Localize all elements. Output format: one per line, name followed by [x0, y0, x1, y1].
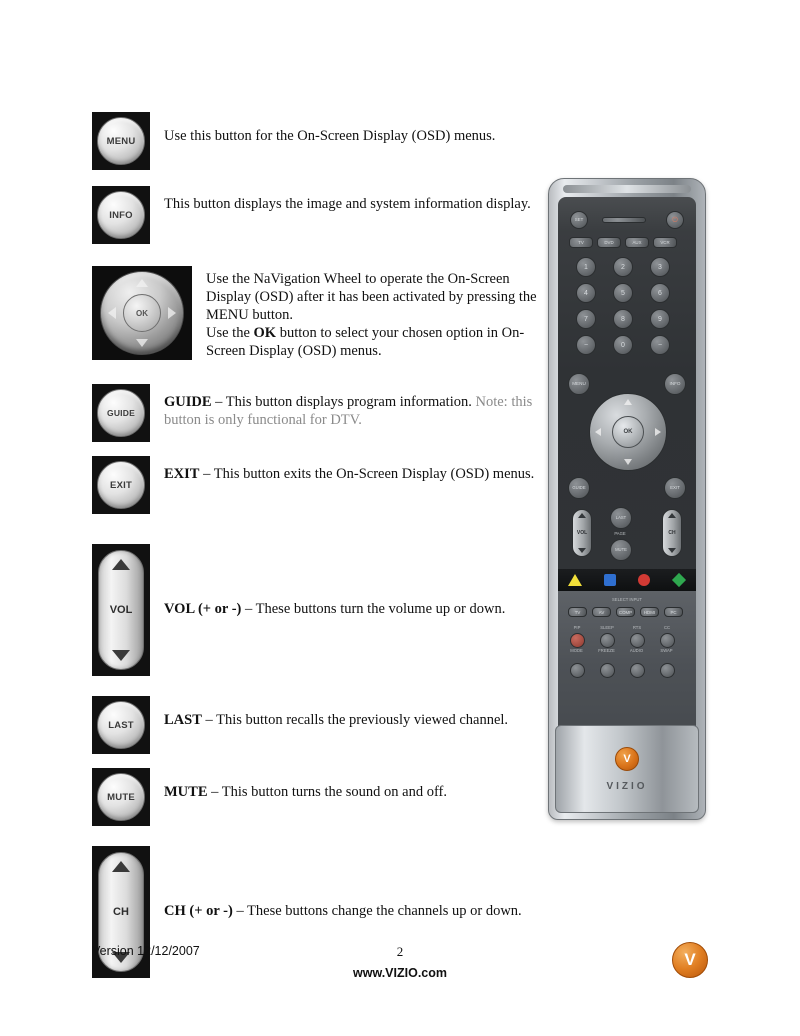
- remote-red-circle-icon: [638, 574, 651, 587]
- remote-input-av: AV: [592, 607, 611, 617]
- remote-device-dvd: DVD: [597, 237, 621, 248]
- remote-func-button-1: [570, 633, 585, 648]
- remote-func-label-freeze: FREEZE: [598, 648, 615, 653]
- mute-button-icon: MUTE: [97, 773, 145, 821]
- remote-input-hdmi: HDMI: [640, 607, 659, 617]
- volume-bold-label: VOL (+ or -): [164, 601, 242, 617]
- list-item: [92, 696, 542, 754]
- remote-func-label-audio: AUDIO: [629, 648, 644, 653]
- remote-func-label-mode: MODE: [570, 648, 583, 653]
- last-text: – This button recalls the previously viewed channel.: [201, 712, 509, 728]
- footer-version: Version 12/12/2007: [92, 944, 200, 958]
- remote-yellow-triangle-icon: [569, 574, 582, 587]
- remote-green-diamond-icon: [672, 574, 685, 587]
- arrow-up-icon: [136, 279, 148, 287]
- channel-description: [150, 846, 524, 920]
- list-item: [92, 384, 542, 442]
- swatch-inner: [95, 547, 147, 673]
- remote-page-label: PAGE: [614, 531, 626, 536]
- remote-arrow-up-icon: [624, 399, 632, 405]
- info-description: This button displays the image and system information display.: [164, 196, 531, 212]
- remote-key-3: 3: [650, 257, 670, 277]
- arrow-left-icon: [108, 307, 116, 319]
- channel-label: CH: [113, 906, 129, 918]
- remote-body: [548, 178, 706, 820]
- remote-navigation-wheel: [589, 393, 667, 471]
- nav-desc-ok-bold: OK: [253, 325, 277, 341]
- volume-rocker-swatch: [92, 544, 150, 676]
- remote-key-0: 0: [613, 335, 633, 355]
- nav-desc-line2-pre: Use the: [206, 325, 254, 341]
- remote-arrow-left-icon: [595, 428, 601, 436]
- remote-func-label-swap: SWAP: [660, 648, 673, 653]
- remote-key-4: 4: [576, 283, 596, 303]
- remote-key-6: 6: [650, 283, 670, 303]
- button-description-list: [92, 112, 542, 988]
- remote-color-button-bar: [558, 569, 696, 591]
- remote-device-aux: AUX: [625, 237, 649, 248]
- volume-description: [150, 544, 542, 618]
- exit-text: – This button exits the On-Screen Display (OSD) menus.: [199, 466, 535, 482]
- list-item: [92, 768, 542, 826]
- remote-menu-button: MENU: [568, 373, 590, 395]
- footer-website: www.VIZIO.com: [353, 966, 447, 980]
- remote-ok-button: OK: [612, 416, 644, 448]
- volume-down-icon: [112, 650, 130, 661]
- remote-top-bar: [602, 217, 646, 223]
- remote-key-1: 1: [576, 257, 596, 277]
- guide-label: GUIDE: [164, 394, 212, 410]
- exit-button-icon: EXIT: [97, 461, 145, 509]
- remote-top-strip: [563, 185, 691, 193]
- remote-func-button-3: [630, 633, 645, 648]
- list-item: [92, 456, 542, 514]
- arrow-right-icon: [168, 307, 176, 319]
- remote-arrow-down-icon: [624, 459, 632, 465]
- list-item: [92, 112, 542, 170]
- vizio-logo-badge: V: [615, 747, 639, 771]
- remote-channel-down-icon: [668, 548, 676, 553]
- remote-extra-button-1: [570, 663, 585, 678]
- remote-control-illustration: [548, 178, 708, 824]
- navigation-wheel-description: [192, 266, 542, 360]
- volume-label: VOL: [109, 604, 133, 616]
- channel-bold-label: CH (+ or -): [164, 903, 233, 919]
- remote-volume-up-icon: [578, 513, 586, 518]
- volume-up-icon: [112, 559, 130, 570]
- remote-func-button-2: [600, 633, 615, 648]
- info-button-icon: INFO: [97, 191, 145, 239]
- remote-extra-button-4: [660, 663, 675, 678]
- remote-face: [558, 197, 696, 777]
- menu-button-swatch: [92, 112, 150, 170]
- arrow-down-icon: [136, 339, 148, 347]
- remote-input-pc: PC: [664, 607, 683, 617]
- guide-button-swatch: [92, 384, 150, 442]
- remote-volume-down-icon: [578, 548, 586, 553]
- swatch-inner: [95, 387, 147, 439]
- exit-label: EXIT: [164, 466, 200, 482]
- remote-input-comp: COMP: [616, 607, 635, 617]
- vizio-wordmark: VIZIO: [606, 780, 648, 792]
- remote-set-button: SET: [570, 211, 588, 229]
- remote-func-button-4: [660, 633, 675, 648]
- remote-extra-button-3: [630, 663, 645, 678]
- guide-note: Note: this button is only functional for DTV.: [164, 394, 533, 428]
- mute-button-swatch: [92, 768, 150, 826]
- remote-input-tv: TV: [568, 607, 587, 617]
- remote-extra-button-2: [600, 663, 615, 678]
- nav-desc-line1: Use the NaVigation Wheel to operate the On-Screen Display (OSD) after it has been activated by pressing the MENU button.: [206, 271, 537, 323]
- guide-description: [150, 384, 542, 429]
- channel-text: – These buttons change the channels up or down.: [232, 903, 522, 919]
- remote-func-label-pip: PIP: [573, 625, 581, 630]
- wheel-box: [92, 266, 192, 360]
- remote-func-label-rts: RTS: [632, 625, 642, 630]
- remote-device-tv: TV: [569, 237, 593, 248]
- remote-volume-label: VOL: [576, 530, 588, 536]
- vizio-footer-logo-icon: V: [672, 942, 708, 978]
- remote-arrow-right-icon: [655, 428, 661, 436]
- ok-button-icon: OK: [123, 294, 161, 332]
- navigation-wheel-swatch: [92, 266, 192, 360]
- footer-page-number: 2: [396, 944, 404, 959]
- remote-channel-up-icon: [668, 513, 676, 518]
- remote-device-vcr: VCR: [653, 237, 677, 248]
- nav-desc-line2-post: button to select your chosen option in On-Screen Display (OSD) menus.: [206, 325, 525, 359]
- last-button-icon: LAST: [97, 701, 145, 749]
- remote-key-9: 9: [650, 309, 670, 329]
- guide-text: – This button displays program information.: [211, 394, 476, 410]
- remote-channel-label: CH: [668, 530, 676, 536]
- exit-button-swatch: [92, 456, 150, 514]
- remote-key-dash-left: −: [576, 335, 596, 355]
- remote-channel-rocker: [662, 509, 682, 557]
- guide-button-icon: GUIDE: [97, 389, 145, 437]
- list-item: [92, 186, 542, 244]
- swatch-inner: [95, 459, 147, 511]
- remote-func-label-sleep: SLEEP: [600, 625, 614, 630]
- navigation-wheel-icon: [100, 271, 184, 355]
- remote-volume-rocker: [572, 509, 592, 557]
- mute-description: [150, 768, 542, 801]
- mute-label: MUTE: [164, 784, 208, 800]
- remote-power-button: ⏻: [666, 211, 684, 229]
- remote-last-button: LAST: [610, 507, 632, 529]
- swatch-inner: [95, 771, 147, 823]
- remote-key-7: 7: [576, 309, 596, 329]
- exit-description: [150, 456, 542, 483]
- last-label: LAST: [164, 712, 202, 728]
- remote-bottom-plate: [555, 725, 699, 813]
- remote-key-5: 5: [613, 283, 633, 303]
- last-description: [150, 696, 542, 729]
- swatch-inner: [95, 189, 147, 241]
- mute-text: – This button turns the sound on and off.: [207, 784, 448, 800]
- list-item: [92, 266, 542, 360]
- info-button-swatch: [92, 186, 150, 244]
- volume-text: – These buttons turn the volume up or down.: [241, 601, 506, 617]
- remote-exit-button: EXIT: [664, 477, 686, 499]
- list-item: [92, 544, 542, 676]
- volume-rocker-icon: [98, 550, 144, 670]
- remote-info-button: INFO: [664, 373, 686, 395]
- remote-key-2: 2: [613, 257, 633, 277]
- menu-button-icon: MENU: [97, 117, 145, 165]
- channel-up-icon: [112, 861, 130, 872]
- remote-select-input-label: SELECT INPUT: [612, 597, 642, 602]
- remote-key-8: 8: [613, 309, 633, 329]
- remote-key-dash-right: −: [650, 335, 670, 355]
- remote-guide-button: GUIDE: [568, 477, 590, 499]
- remote-blue-square-icon: [603, 574, 616, 587]
- last-button-swatch: [92, 696, 150, 754]
- swatch-inner: [95, 699, 147, 751]
- remote-mute-button: MUTE: [610, 539, 632, 561]
- menu-description: Use this button for the On-Screen Display (OSD) menus.: [164, 128, 496, 144]
- remote-func-label-cc: CC: [663, 625, 671, 630]
- swatch-inner: [95, 115, 147, 167]
